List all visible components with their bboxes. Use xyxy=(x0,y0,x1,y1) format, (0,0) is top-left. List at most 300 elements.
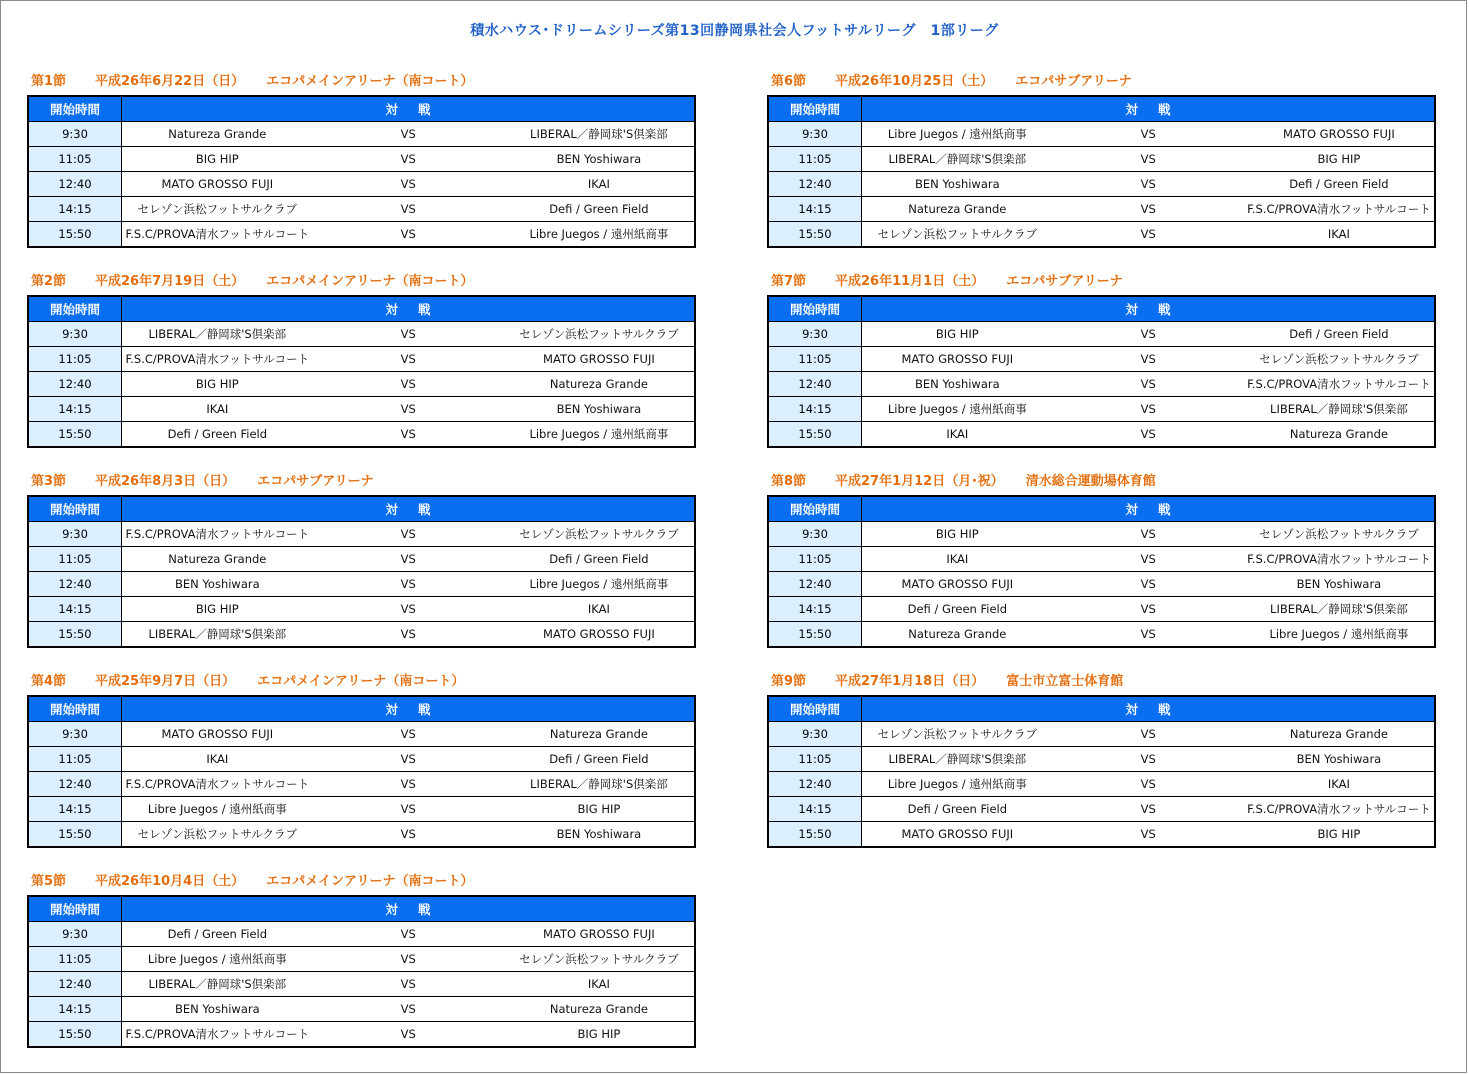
round-heading xyxy=(27,472,696,492)
match-time: 14:15 xyxy=(28,397,122,422)
home-team: LIBERAL／静岡球'S倶楽部 xyxy=(862,747,1053,772)
home-team: MATO GROSSO FUJI xyxy=(862,572,1053,597)
round-venue: エコパサブアリーナ xyxy=(1015,74,1132,89)
match-column-header: 対戦 xyxy=(122,696,696,722)
home-team: LIBERAL／静岡球'S倶楽部 xyxy=(862,147,1053,172)
page-title: 積水ハウス･ドリームシリーズ第13回静岡県社会人フットサルリーグ 1部リーグ xyxy=(470,23,999,39)
table-row xyxy=(28,372,695,397)
round-block xyxy=(27,872,696,1048)
away-team: Libre Juegos / 遠州紙商事 xyxy=(504,572,695,597)
table-row xyxy=(28,547,695,572)
away-team: Defi / Green Field xyxy=(504,197,695,222)
away-team: Natureza Grande xyxy=(1289,427,1388,441)
table-row xyxy=(768,122,1435,147)
match-time: 12:40 xyxy=(28,172,122,197)
round-date: 平成26年7月19日（土） xyxy=(95,274,245,289)
away-team: Natureza Grande xyxy=(504,372,695,397)
away-team: MATO GROSSO FUJI xyxy=(504,347,695,372)
match-time: 14:15 xyxy=(768,797,862,822)
vs-label: VS xyxy=(313,522,504,547)
table-row xyxy=(768,372,1435,397)
vs-label: VS xyxy=(313,922,504,947)
vs-label: VS xyxy=(1053,397,1244,422)
home-team: MATO GROSSO FUJI xyxy=(122,172,313,197)
round-block xyxy=(27,72,696,248)
away-team: IKAI xyxy=(1327,227,1350,241)
round-block xyxy=(27,272,696,448)
round-date: 平成26年10月4日（土） xyxy=(95,874,245,889)
round-number: 第5節 xyxy=(31,874,67,889)
round-block xyxy=(767,272,1436,448)
round-block xyxy=(27,672,696,848)
away-team: Defi / Green Field xyxy=(504,547,695,572)
vs-label: VS xyxy=(313,372,504,397)
round-number: 第7節 xyxy=(771,274,807,289)
vs-label: VS xyxy=(400,827,416,841)
match-time: 12:40 xyxy=(768,372,862,397)
match-time: 11:05 xyxy=(28,347,122,372)
match-time: 14:15 xyxy=(28,597,122,622)
away-team: LIBERAL／静岡球'S倶楽部 xyxy=(1244,597,1435,622)
vs-label: VS xyxy=(1053,772,1244,797)
match-time: 11:05 xyxy=(28,747,122,772)
table-row xyxy=(768,347,1435,372)
away-team: BEN Yoshiwara xyxy=(1244,747,1435,772)
table-header-row xyxy=(768,696,1435,722)
match-time: 9:30 xyxy=(28,722,122,747)
match-time: 15:50 xyxy=(768,422,862,448)
match-time: 15:50 xyxy=(28,422,122,448)
time-column-header: 開始時間 xyxy=(28,496,122,522)
home-team: Defi / Green Field xyxy=(167,427,268,441)
vs-label: VS xyxy=(313,597,504,622)
match-column-header: 対戦 xyxy=(862,696,1436,722)
table-header-row xyxy=(28,896,695,922)
home-team: Libre Juegos / 遠州紙商事 xyxy=(122,797,313,822)
home-team: LIBERAL／静岡球'S倶楽部 xyxy=(148,627,287,641)
away-team: F.S.C/PROVA清水フットサルコート xyxy=(1244,797,1435,822)
home-team: F.S.C/PROVA清水フットサルコート xyxy=(125,227,310,241)
home-team: F.S.C/PROVA清水フットサルコート xyxy=(122,772,313,797)
home-team: MATO GROSSO FUJI xyxy=(901,827,1014,841)
match-time: 11:05 xyxy=(768,147,862,172)
match-time: 9:30 xyxy=(28,922,122,947)
home-team: IKAI xyxy=(122,397,313,422)
match-time: 11:05 xyxy=(768,747,862,772)
round-heading xyxy=(27,272,696,292)
table-row xyxy=(28,822,695,848)
round-heading xyxy=(27,672,696,692)
table-row xyxy=(768,197,1435,222)
home-team: IKAI xyxy=(122,747,313,772)
table-row xyxy=(28,747,695,772)
round-heading xyxy=(767,272,1436,292)
away-team: BEN Yoshiwara xyxy=(556,827,642,841)
away-team: IKAI xyxy=(1244,772,1435,797)
match-time: 9:30 xyxy=(28,322,122,347)
match-time: 9:30 xyxy=(768,322,862,347)
away-team: Natureza Grande xyxy=(504,997,695,1022)
home-team: IKAI xyxy=(946,427,969,441)
match-time: 15:50 xyxy=(28,822,122,848)
away-team: IKAI xyxy=(504,597,695,622)
away-team: IKAI xyxy=(504,972,695,997)
table-row xyxy=(28,422,695,448)
time-column-header: 開始時間 xyxy=(768,296,862,322)
match-time: 15:50 xyxy=(28,222,122,248)
vs-label: VS xyxy=(1053,322,1244,347)
away-team: Defi / Green Field xyxy=(1244,322,1435,347)
table-row xyxy=(28,397,695,422)
vs-label: VS xyxy=(1140,427,1156,441)
match-time: 15:50 xyxy=(768,222,862,248)
round-date: 平成26年6月22日（日） xyxy=(95,74,245,89)
round-venue: エコパメインアリーナ（南コート） xyxy=(266,874,474,889)
table-header-row xyxy=(28,96,695,122)
home-team: LIBERAL／静岡球'S倶楽部 xyxy=(122,972,313,997)
vs-label: VS xyxy=(313,397,504,422)
table-row xyxy=(28,322,695,347)
table-row xyxy=(768,547,1435,572)
table-row xyxy=(768,747,1435,772)
schedule-table xyxy=(767,295,1436,448)
home-team: Libre Juegos / 遠州紙商事 xyxy=(862,397,1053,422)
vs-label: VS xyxy=(313,997,504,1022)
round-date: 平成27年1月18日（日） xyxy=(835,674,985,689)
vs-label: VS xyxy=(313,947,504,972)
home-team: BEN Yoshiwara xyxy=(862,172,1053,197)
vs-label: VS xyxy=(1053,522,1244,547)
match-time: 12:40 xyxy=(28,772,122,797)
away-team: F.S.C/PROVA清水フットサルコート xyxy=(1244,197,1435,222)
table-header-row xyxy=(768,496,1435,522)
vs-label: VS xyxy=(1053,797,1244,822)
match-time: 9:30 xyxy=(768,122,862,147)
table-header-row xyxy=(768,296,1435,322)
vs-label: VS xyxy=(1053,347,1244,372)
vs-label: VS xyxy=(1053,147,1244,172)
table-row xyxy=(28,522,695,547)
vs-label: VS xyxy=(1053,572,1244,597)
round-date: 平成25年9月7日（日） xyxy=(95,674,236,689)
home-team: Natureza Grande xyxy=(122,547,313,572)
table-row xyxy=(768,322,1435,347)
away-team: Defi / Green Field xyxy=(1244,172,1435,197)
round-number: 第8節 xyxy=(771,474,807,489)
home-team: MATO GROSSO FUJI xyxy=(862,347,1053,372)
schedule-table xyxy=(767,495,1436,648)
home-team: Natureza Grande xyxy=(908,627,1007,641)
match-time: 12:40 xyxy=(28,572,122,597)
match-column-header: 対戦 xyxy=(862,496,1436,522)
table-row xyxy=(768,772,1435,797)
match-time: 9:30 xyxy=(28,522,122,547)
round-venue: 富士市立富士体育館 xyxy=(1006,674,1124,689)
away-team: Natureza Grande xyxy=(1244,722,1435,747)
table-row xyxy=(768,147,1435,172)
home-team: Defi / Green Field xyxy=(862,797,1053,822)
table-header-row xyxy=(768,96,1435,122)
away-team: F.S.C/PROVA清水フットサルコート xyxy=(1244,372,1435,397)
match-column-header: 対戦 xyxy=(122,296,696,322)
match-column-header: 対戦 xyxy=(122,96,696,122)
home-team: セレゾン浜松フットサルクラブ xyxy=(877,227,1038,241)
time-column-header: 開始時間 xyxy=(768,96,862,122)
home-team: Libre Juegos / 遠州紙商事 xyxy=(862,772,1053,797)
table-row xyxy=(28,172,695,197)
home-team: F.S.C/PROVA清水フットサルコート xyxy=(122,347,313,372)
round-heading xyxy=(767,72,1436,92)
vs-label: VS xyxy=(1053,597,1244,622)
table-header-row xyxy=(28,696,695,722)
away-team: セレゾン浜松フットサルクラブ xyxy=(504,947,695,972)
away-team: F.S.C/PROVA清水フットサルコート xyxy=(1244,547,1435,572)
match-time: 12:40 xyxy=(768,572,862,597)
vs-label: VS xyxy=(313,197,504,222)
match-column-header: 対戦 xyxy=(122,896,696,922)
time-column-header: 開始時間 xyxy=(28,96,122,122)
match-time: 11:05 xyxy=(768,347,862,372)
home-team: LIBERAL／静岡球'S倶楽部 xyxy=(122,322,313,347)
home-team: BIG HIP xyxy=(862,522,1053,547)
away-team: LIBERAL／静岡球'S倶楽部 xyxy=(1244,397,1435,422)
match-time: 11:05 xyxy=(28,147,122,172)
time-column-header: 開始時間 xyxy=(28,896,122,922)
match-column-header: 対戦 xyxy=(862,96,1436,122)
schedule-table xyxy=(27,495,696,648)
home-team: Defi / Green Field xyxy=(862,597,1053,622)
vs-label: VS xyxy=(313,347,504,372)
table-row xyxy=(28,797,695,822)
away-team: セレゾン浜松フットサルクラブ xyxy=(1244,347,1435,372)
schedule-table xyxy=(27,695,696,848)
round-number: 第3節 xyxy=(31,474,67,489)
vs-label: VS xyxy=(313,572,504,597)
match-time: 9:30 xyxy=(768,522,862,547)
vs-label: VS xyxy=(1053,122,1244,147)
match-time: 14:15 xyxy=(768,597,862,622)
match-time: 15:50 xyxy=(28,1022,122,1048)
match-time: 12:40 xyxy=(28,372,122,397)
home-team: F.S.C/PROVA清水フットサルコート xyxy=(122,522,313,547)
home-team: BIG HIP xyxy=(122,372,313,397)
round-number: 第2節 xyxy=(31,274,67,289)
home-team: Defi / Green Field xyxy=(122,922,313,947)
vs-label: VS xyxy=(313,147,504,172)
away-team: MATO GROSSO FUJI xyxy=(543,627,655,641)
vs-label: VS xyxy=(313,722,504,747)
match-column-header: 対戦 xyxy=(862,296,1436,322)
round-venue: エコパメインアリーナ（南コート） xyxy=(266,74,474,89)
away-team: BEN Yoshiwara xyxy=(504,397,695,422)
vs-label: VS xyxy=(1140,627,1156,641)
match-time: 14:15 xyxy=(28,797,122,822)
match-time: 11:05 xyxy=(28,547,122,572)
match-column-header: 対戦 xyxy=(122,496,696,522)
vs-label: VS xyxy=(313,797,504,822)
vs-label: VS xyxy=(1053,722,1244,747)
match-time: 15:50 xyxy=(768,822,862,848)
vs-label: VS xyxy=(313,322,504,347)
table-row xyxy=(28,197,695,222)
vs-label: VS xyxy=(1053,197,1244,222)
round-date: 平成27年1月12日（月･祝） xyxy=(835,474,1004,489)
vs-label: VS xyxy=(313,772,504,797)
round-number: 第1節 xyxy=(31,74,67,89)
away-team: BIG HIP xyxy=(1317,827,1361,841)
table-row xyxy=(28,122,695,147)
home-team: Natureza Grande xyxy=(862,197,1053,222)
away-team: Libre Juegos / 遠州紙商事 xyxy=(1269,627,1409,641)
schedule-table xyxy=(27,895,696,1048)
table-row xyxy=(768,597,1435,622)
home-team: BIG HIP xyxy=(862,322,1053,347)
schedule-table xyxy=(767,95,1436,248)
home-team: Natureza Grande xyxy=(122,122,313,147)
vs-label: VS xyxy=(313,122,504,147)
table-row xyxy=(768,797,1435,822)
home-team: Libre Juegos / 遠州紙商事 xyxy=(122,947,313,972)
vs-label: VS xyxy=(400,627,416,641)
vs-label: VS xyxy=(1140,227,1156,241)
home-team: F.S.C/PROVA清水フットサルコート xyxy=(125,1027,310,1041)
home-team: IKAI xyxy=(862,547,1053,572)
table-row xyxy=(28,972,695,997)
round-number: 第9節 xyxy=(771,674,807,689)
match-time: 12:40 xyxy=(768,772,862,797)
round-number: 第6節 xyxy=(771,74,807,89)
schedule-table xyxy=(27,295,696,448)
round-block xyxy=(27,472,696,648)
round-date: 平成26年8月3日（日） xyxy=(95,474,236,489)
table-row xyxy=(768,172,1435,197)
time-column-header: 開始時間 xyxy=(28,296,122,322)
round-heading xyxy=(27,72,696,92)
home-team: セレゾン浜松フットサルクラブ xyxy=(122,197,313,222)
time-column-header: 開始時間 xyxy=(768,496,862,522)
home-team: セレゾン浜松フットサルクラブ xyxy=(862,722,1053,747)
time-column-header: 開始時間 xyxy=(28,696,122,722)
match-time: 12:40 xyxy=(28,972,122,997)
round-heading xyxy=(27,872,696,892)
round-venue: エコパサブアリーナ xyxy=(1006,274,1123,289)
table-row xyxy=(768,522,1435,547)
home-team: MATO GROSSO FUJI xyxy=(122,722,313,747)
away-team: LIBERAL／静岡球'S倶楽部 xyxy=(504,772,695,797)
home-team: BIG HIP xyxy=(122,147,313,172)
round-date: 平成26年11月1日（土） xyxy=(835,274,985,289)
away-team: IKAI xyxy=(504,172,695,197)
away-team: BIG HIP xyxy=(1244,147,1435,172)
vs-label: VS xyxy=(1053,372,1244,397)
round-venue: エコパメインアリーナ（南コート） xyxy=(257,674,465,689)
table-row xyxy=(28,997,695,1022)
round-block xyxy=(767,672,1436,848)
table-row xyxy=(28,597,695,622)
table-row xyxy=(28,922,695,947)
match-time: 14:15 xyxy=(28,997,122,1022)
round-block xyxy=(767,472,1436,648)
match-time: 9:30 xyxy=(768,722,862,747)
away-team: BEN Yoshiwara xyxy=(1244,572,1435,597)
vs-label: VS xyxy=(1053,747,1244,772)
vs-label: VS xyxy=(313,547,504,572)
round-heading xyxy=(767,472,1436,492)
match-time: 9:30 xyxy=(28,122,122,147)
home-team: BEN Yoshiwara xyxy=(122,997,313,1022)
table-row xyxy=(768,222,1435,248)
table-row xyxy=(768,422,1435,448)
vs-label: VS xyxy=(1053,547,1244,572)
away-team: BIG HIP xyxy=(504,797,695,822)
round-date: 平成26年10月25日（土） xyxy=(835,74,994,89)
table-row xyxy=(28,622,695,648)
round-block xyxy=(767,72,1436,248)
away-team: セレゾン浜松フットサルクラブ xyxy=(504,522,695,547)
match-time: 14:15 xyxy=(768,397,862,422)
away-team: セレゾン浜松フットサルクラブ xyxy=(1244,522,1435,547)
table-row xyxy=(28,147,695,172)
match-time: 14:15 xyxy=(28,197,122,222)
table-row xyxy=(768,822,1435,848)
match-time: 12:40 xyxy=(768,172,862,197)
schedule-table xyxy=(27,95,696,248)
away-team: LIBERAL／静岡球'S倶楽部 xyxy=(504,122,695,147)
match-time: 15:50 xyxy=(768,622,862,648)
away-team: Defi / Green Field xyxy=(504,747,695,772)
vs-label: VS xyxy=(400,427,416,441)
round-number: 第4節 xyxy=(31,674,67,689)
away-team: BIG HIP xyxy=(577,1027,621,1041)
table-row xyxy=(768,397,1435,422)
vs-label: VS xyxy=(313,172,504,197)
round-venue: エコパサブアリーナ xyxy=(257,474,374,489)
away-team: BEN Yoshiwara xyxy=(504,147,695,172)
table-row xyxy=(28,572,695,597)
table-row xyxy=(768,722,1435,747)
vs-label: VS xyxy=(313,747,504,772)
schedule-table xyxy=(767,695,1436,848)
table-header-row xyxy=(28,296,695,322)
vs-label: VS xyxy=(1140,827,1156,841)
vs-label: VS xyxy=(1053,172,1244,197)
vs-label: VS xyxy=(313,972,504,997)
away-team: Libre Juegos / 遠州紙商事 xyxy=(529,427,669,441)
table-row xyxy=(28,222,695,248)
match-time: 11:05 xyxy=(768,547,862,572)
away-team: MATO GROSSO FUJI xyxy=(1244,122,1435,147)
vs-label: VS xyxy=(400,1027,416,1041)
vs-label: VS xyxy=(400,227,416,241)
time-column-header: 開始時間 xyxy=(768,696,862,722)
table-row xyxy=(768,572,1435,597)
home-team: セレゾン浜松フットサルクラブ xyxy=(137,827,298,841)
away-team: MATO GROSSO FUJI xyxy=(504,922,695,947)
away-team: Natureza Grande xyxy=(504,722,695,747)
home-team: BEN Yoshiwara xyxy=(122,572,313,597)
round-venue: エコパメインアリーナ（南コート） xyxy=(266,274,474,289)
round-venue: 清水総合運動場体育館 xyxy=(1025,474,1156,489)
round-heading xyxy=(767,672,1436,692)
home-team: BIG HIP xyxy=(122,597,313,622)
table-header-row xyxy=(28,496,695,522)
match-time: 15:50 xyxy=(28,622,122,648)
table-row xyxy=(28,722,695,747)
home-team: Libre Juegos / 遠州紙商事 xyxy=(862,122,1053,147)
match-time: 14:15 xyxy=(768,197,862,222)
away-team: Libre Juegos / 遠州紙商事 xyxy=(529,227,669,241)
table-row xyxy=(28,1022,695,1048)
